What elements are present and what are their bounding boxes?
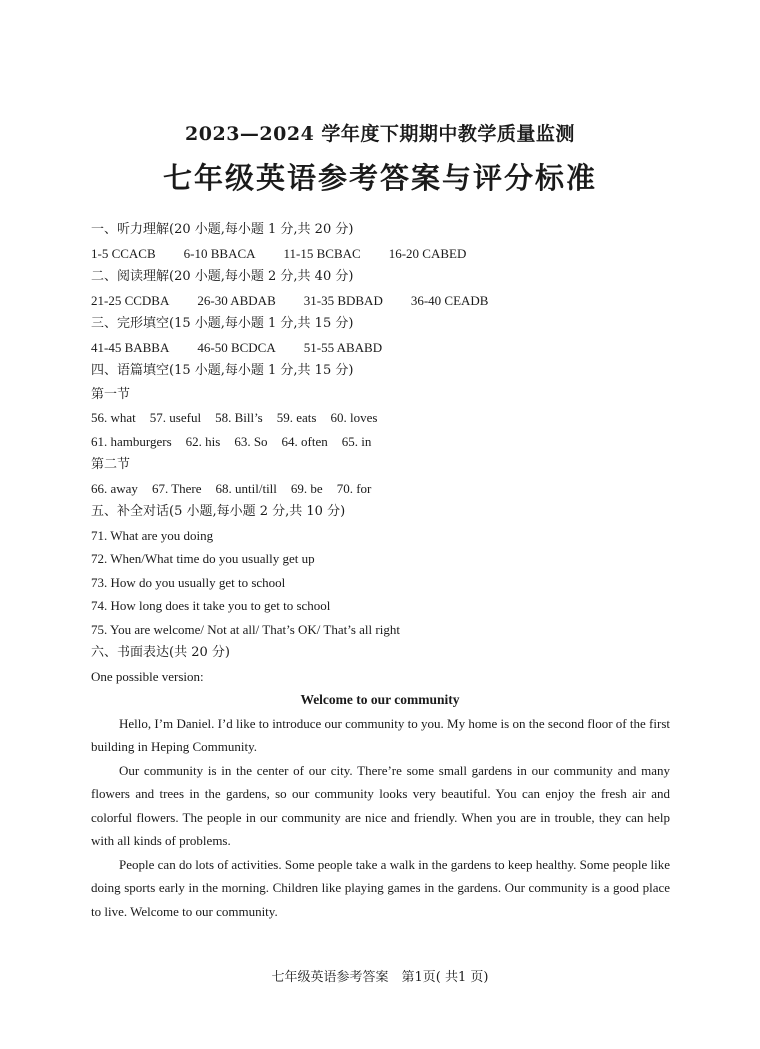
answer-group: 26-30 ABDAB [197,292,276,308]
answer-group: 6-10 BBACA [183,245,256,261]
section-heading-cloze: 三、完形填空(15 小题,每小题 1 分,共 15 分) [91,316,354,331]
answer-group: 11-15 BCBAC [283,245,361,261]
answer-group: 16-20 CABED [388,245,467,261]
document-title: 七年级英语参考答案与评分标准 [162,161,597,195]
answer-row-fill-in-1 [91,406,671,430]
answer-row-listening [91,242,671,266]
answer-row-cloze [91,336,671,360]
section-heading-fill-in: 四、语篇填空(15 小题,每小题 1 分,共 15 分) [91,363,354,378]
dialogue-answer: 72. When/What time do you usually get up [91,551,315,566]
answer-word: 67. There [151,480,202,496]
answer-word: 64. often [281,433,328,449]
section-heading-listening: 一、听力理解(20 小题,每小题 1 分,共 20 分) [91,222,354,237]
answer-word: 61. hamburgers [91,433,172,449]
answer-group: 46-50 BCDCA [197,339,276,355]
answer-row-reading [91,289,671,313]
answer-group: 51-55 ABABD [303,339,383,355]
answer-word: 56. what [91,410,136,425]
answer-word: 63. So [234,433,268,449]
answer-word: 66. away [91,480,138,496]
essay-title: Welcome to our community [300,692,460,707]
essay-paragraph-text: People can do lots of activities. Some people take a walk in the gardens to keep healthy. Some people like doing sports early in the morning. Children like playing games in the gardens. Our community is a good place to live. Welcome to our community. [91,856,670,919]
answer-word: 70. for [336,480,372,496]
answer-body [91,218,671,923]
answer-group: 21-25 CCDBA [91,292,170,308]
essay-paragraph-text: Our community is in the center of our city. There’re some small gardens in our community and many flowers and trees in the gardens, so our community looks very beautiful. You can enjoy the fresh air and colorful flowers. The people in our community are nice and friendly. When you are in trouble, they can help with all kinds of problems. [91,762,670,848]
answer-word: 60. loves [330,410,378,425]
answer-row-fill-in-3 [91,477,671,501]
answer-row-fill-in-2 [91,430,671,454]
sample-intro: One possible version: [91,668,204,684]
dialogue-answer: 75. You are welcome/ Not at all/ That’s OK/ That’s all right [91,621,400,637]
exam-title: 2023—2024 学年度下期期中教学质量监测 [185,123,575,145]
dialogue-answer: 73. How do you usually get to school [91,574,286,590]
answer-group: 41-45 BABBA [91,339,170,355]
answer-word: 59. eats [276,410,317,425]
essay-paragraph [91,759,670,853]
essay-paragraph [91,853,670,924]
answer-word: 58. Bill’s [215,410,263,425]
dialogue-answer: 74. How long does it take you to get to school [91,598,331,613]
section-heading-reading: 二、阅读理解(20 小题,每小题 2 分,共 40 分) [91,269,354,284]
answer-group: 31-35 BDBAD [303,292,383,308]
essay-paragraph [91,712,670,759]
section-heading-writing: 六、书面表达(共 20 分) [91,645,230,660]
answer-word: 65. in [341,433,372,449]
answer-word: 68. until/till [215,480,277,496]
part-label-2: 第二节 [91,457,131,472]
answer-group: 36-40 CEADB [410,292,489,308]
answer-word: 62. his [185,433,221,449]
page-footer: 七年级英语参考答案 第1页( 共1 页) [271,970,489,985]
part-label-1: 第一节 [91,386,131,402]
answer-group: 1-5 CCACB [91,245,156,261]
essay-paragraph-text: Hello, I’m Daniel. I’d like to introduce our community to you. My home is on the second floor of the first building in Heping Community. [91,715,670,754]
section-heading-dialogue: 五、补全对话(5 小题,每小题 2 分,共 10 分) [91,504,346,519]
answer-word: 69. be [290,480,323,496]
answer-word: 57. useful [149,410,202,425]
dialogue-answer: 71. What are you doing [91,527,214,543]
